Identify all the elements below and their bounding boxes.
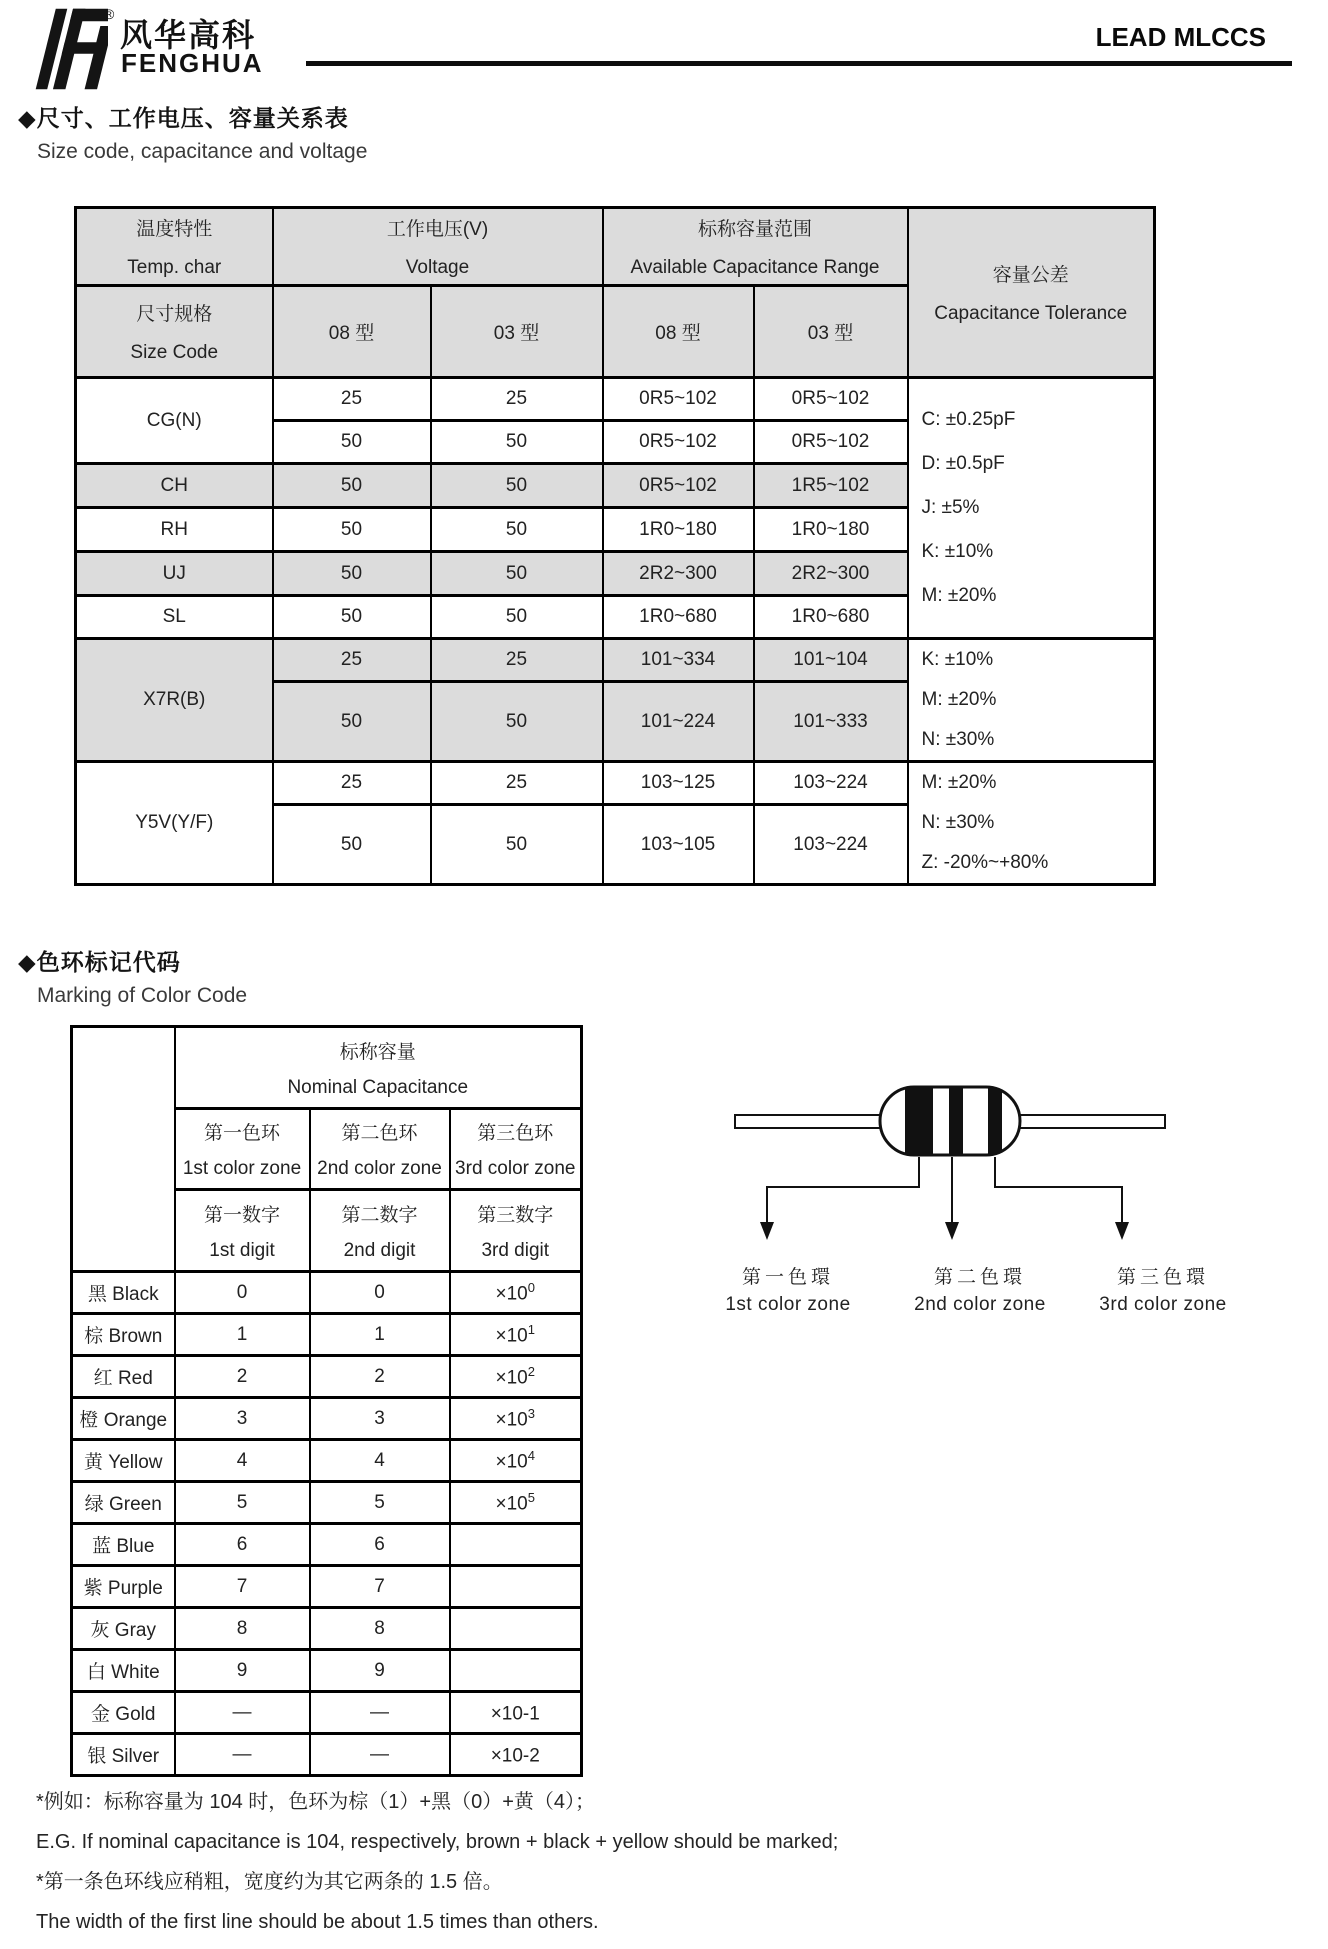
- digit2-cell: 4: [310, 1440, 450, 1482]
- color-code-row: [72, 1692, 582, 1734]
- left-lead: [735, 1115, 882, 1128]
- first-color-band: [905, 1087, 933, 1155]
- zone3-header: [450, 1109, 582, 1190]
- zone3-diagram-label: [1068, 1262, 1258, 1316]
- table-cell: 1R0~680: [754, 596, 908, 639]
- col-header-type08-voltage: 08 型: [273, 286, 431, 378]
- multiplier-base: ×10: [495, 1451, 528, 1473]
- multiplier-cell: [450, 1272, 582, 1314]
- zone1-label-cn: 第一色環: [741, 1267, 834, 1288]
- table-cell: 50: [273, 552, 431, 596]
- nominal-cn: 标称容量: [339, 1041, 416, 1063]
- color-name-cell: 白 White: [72, 1650, 175, 1692]
- zone1-diagram-label: [693, 1262, 883, 1316]
- table-cell: 0R5~102: [603, 378, 754, 421]
- tolerance-line: Z: -20%~+80%: [921, 852, 1049, 873]
- digit1-cell: 2: [175, 1356, 310, 1398]
- color-code-row: [72, 1650, 582, 1692]
- color-code-row: [72, 1566, 582, 1608]
- table-cell: 25: [431, 762, 603, 805]
- col-header-cap-range: [603, 208, 908, 286]
- digit1-cell: —: [175, 1692, 310, 1734]
- zone1-header: [175, 1109, 310, 1190]
- table-cell: 50: [431, 596, 603, 639]
- note-example-en: E.G. If nominal capacitance is 104, respectively, brown + black + yellow should be marked;: [36, 1831, 839, 1853]
- tolerance-group-y5v: [908, 762, 1155, 885]
- table-cell: 50: [431, 682, 603, 762]
- row-label-uj: UJ: [76, 552, 273, 596]
- multiplier-exponent: 4: [527, 1447, 535, 1463]
- table-cell: 101~333: [754, 682, 908, 762]
- temp-char-en: Temp. char: [127, 257, 222, 278]
- cap-range-en: Available Capacitance Range: [630, 257, 880, 278]
- zone3-en: 3rd color zone: [455, 1158, 576, 1179]
- nominal-en: Nominal Capacitance: [287, 1076, 469, 1098]
- size-code-en: Size Code: [130, 342, 219, 363]
- digit2-cell: 7: [310, 1566, 450, 1608]
- multiplier-base: ×10-1: [490, 1703, 540, 1725]
- multiplier-cell: [450, 1650, 582, 1692]
- digit1-cell: —: [175, 1734, 310, 1776]
- col-header-temp-char: [76, 208, 273, 286]
- color-name-cell: 黑 Black: [72, 1272, 175, 1314]
- tolerance-line: N: ±30%: [921, 729, 995, 750]
- zone3-label-cn: 第三色環: [1116, 1267, 1209, 1288]
- table-cell: 101~334: [603, 639, 754, 682]
- table-cell: 50: [431, 508, 603, 552]
- table-cell: 50: [273, 682, 431, 762]
- tolerance-group-x7r: [908, 639, 1155, 762]
- col-header-type03-voltage: 03 型: [431, 286, 603, 378]
- table-cell: 103~105: [603, 805, 754, 885]
- multiplier-cell: [450, 1524, 582, 1566]
- digit1-cell: 3: [175, 1398, 310, 1440]
- zone1-label-en: 1st color zone: [725, 1294, 851, 1315]
- digit2-cell: 5: [310, 1482, 450, 1524]
- table-cell: 1R0~180: [603, 508, 754, 552]
- brand-name-english: FENGHUA: [121, 48, 264, 78]
- color-name-cell: 黄 Yellow: [72, 1440, 175, 1482]
- table-cell: 50: [273, 805, 431, 885]
- table-cell: 101~104: [754, 639, 908, 682]
- digit2-cell: 2: [310, 1356, 450, 1398]
- row-label-x7r: X7R(B): [76, 639, 273, 762]
- col-header-size-code: [76, 286, 273, 378]
- zone2-diagram-label: [885, 1262, 1075, 1316]
- zone2-header: [310, 1109, 450, 1190]
- multiplier-cell: [450, 1734, 582, 1776]
- voltage-cn: 工作电压(V): [386, 219, 489, 240]
- table-cell: 103~125: [603, 762, 754, 805]
- multiplier-cell: [450, 1482, 582, 1524]
- row-label-cgn: CG(N): [76, 378, 273, 464]
- table-cell: 1R0~680: [603, 596, 754, 639]
- color-name-cell: 红 Red: [72, 1356, 175, 1398]
- multiplier-cell: [450, 1398, 582, 1440]
- multiplier-base: ×10: [495, 1409, 528, 1431]
- zone2-label-cn: 第二色環: [933, 1267, 1026, 1288]
- color-code-row: [72, 1482, 582, 1524]
- multiplier-base: ×10: [495, 1283, 528, 1305]
- multiplier-cell: [450, 1356, 582, 1398]
- note-width-cn: *第一条色环线应稍粗，宽度约为其它两条的 1.5 倍。: [36, 1871, 503, 1893]
- digit2-cell: 1: [310, 1314, 450, 1356]
- table-cell: 25: [273, 639, 431, 682]
- note-width-en: The width of the first line should be about 1.5 times than others.: [36, 1911, 599, 1933]
- digit2-cell: 6: [310, 1524, 450, 1566]
- multiplier-cell: [450, 1608, 582, 1650]
- brand-name-chinese: 风华高科: [120, 17, 257, 53]
- row-label-rh: RH: [76, 508, 273, 552]
- color-code-row: [72, 1734, 582, 1776]
- color-band-diagram: [700, 1080, 1300, 1330]
- footnotes: [36, 1782, 1136, 1942]
- tolerance-en: Capacitance Tolerance: [934, 303, 1128, 324]
- table-cell: 50: [273, 464, 431, 508]
- color-code-row: [72, 1314, 582, 1356]
- section1-title-en: Size code, capacitance and voltage: [37, 140, 368, 163]
- digit2-cell: 8: [310, 1608, 450, 1650]
- color-code-row: [72, 1440, 582, 1482]
- fenghua-logo-icon: [16, 6, 108, 97]
- table-cell: 1R0~180: [754, 508, 908, 552]
- tolerance-cn: 容量公差: [992, 265, 1069, 286]
- registered-trademark-icon: ®: [104, 6, 115, 22]
- color-name-cell: 蓝 Blue: [72, 1524, 175, 1566]
- multiplier-cell: [450, 1314, 582, 1356]
- tolerance-group-class1: [908, 378, 1155, 639]
- table-cell: 50: [273, 596, 431, 639]
- digit1-cell: 6: [175, 1524, 310, 1566]
- digit3-cn: 第三数字: [477, 1204, 554, 1226]
- color-code-row: [72, 1398, 582, 1440]
- multiplier-base: ×10: [495, 1367, 528, 1389]
- color-code-row: [72, 1524, 582, 1566]
- table-cell: 50: [273, 508, 431, 552]
- digit1-cell: 7: [175, 1566, 310, 1608]
- digit2-cn: 第二数字: [341, 1204, 418, 1226]
- tolerance-line: K: ±10%: [921, 541, 994, 562]
- digit2-cell: 0: [310, 1272, 450, 1314]
- arrow-line-1: [767, 1157, 919, 1224]
- size-code-cn: 尺寸规格: [136, 304, 213, 325]
- multiplier-exponent: 0: [527, 1279, 535, 1295]
- color-name-cell: 金 Gold: [72, 1692, 175, 1734]
- digit3-header: [450, 1190, 582, 1272]
- arrow-head-3-icon: [1115, 1222, 1129, 1240]
- tolerance-line: N: ±30%: [921, 812, 995, 833]
- digit2-en: 2nd digit: [343, 1239, 416, 1261]
- table-cell: 2R2~300: [603, 552, 754, 596]
- digit2-cell: —: [310, 1734, 450, 1776]
- multiplier-base: ×10-2: [490, 1745, 540, 1767]
- col-header-type03-range: 03 型: [754, 286, 908, 378]
- document-title: LEAD MLCCS: [1095, 22, 1266, 52]
- zone2-label-en: 2nd color zone: [914, 1294, 1046, 1315]
- multiplier-cell: [450, 1566, 582, 1608]
- zone3-cn: 第三色环: [477, 1123, 554, 1144]
- zone3-label-en: 3rd color zone: [1099, 1294, 1227, 1315]
- digit3-en: 3rd digit: [481, 1239, 550, 1261]
- row-label-ch: CH: [76, 464, 273, 508]
- color-name-cell: 绿 Green: [72, 1482, 175, 1524]
- row-label-y5v: Y5V(Y/F): [76, 762, 273, 885]
- size-voltage-capacitance-table: [74, 206, 1156, 886]
- digit1-cell: 9: [175, 1650, 310, 1692]
- table-cell: 50: [431, 805, 603, 885]
- color-code-row: [72, 1356, 582, 1398]
- third-color-band: [988, 1087, 1002, 1155]
- multiplier-exponent: 2: [527, 1363, 535, 1379]
- table-cell: 2R2~300: [754, 552, 908, 596]
- col-header-tolerance: [908, 208, 1155, 378]
- zone1-en: 1st color zone: [182, 1158, 302, 1179]
- digit1-cell: 0: [175, 1272, 310, 1314]
- multiplier-base: ×10: [495, 1493, 528, 1515]
- tolerance-line: D: ±0.5pF: [921, 453, 1005, 474]
- digit1-cell: 5: [175, 1482, 310, 1524]
- tolerance-line: J: ±5%: [921, 497, 980, 518]
- digit1-cell: 8: [175, 1608, 310, 1650]
- capacitor-drawing: [700, 1080, 1260, 1245]
- color-code-row: [72, 1608, 582, 1650]
- tolerance-line: C: ±0.25pF: [921, 409, 1016, 430]
- col-header-type08-range: 08 型: [603, 286, 754, 378]
- arrow-head-1-icon: [760, 1222, 774, 1240]
- cap-range-cn: 标称容量范围: [697, 219, 812, 240]
- zone2-cn: 第二色环: [341, 1123, 418, 1144]
- section2-title-en: Marking of Color Code: [37, 984, 248, 1007]
- digit2-cell: —: [310, 1692, 450, 1734]
- table-cell: 25: [431, 378, 603, 421]
- table-cell: 103~224: [754, 805, 908, 885]
- header-divider: [306, 61, 1292, 66]
- color-name-cell: 棕 Brown: [72, 1314, 175, 1356]
- table-cell: 0R5~102: [603, 421, 754, 464]
- color-name-cell: 橙 Orange: [72, 1398, 175, 1440]
- color-code-row: [72, 1272, 582, 1314]
- digit2-header: [310, 1190, 450, 1272]
- zone2-en: 2nd color zone: [317, 1158, 442, 1179]
- tolerance-line: M: ±20%: [921, 585, 997, 606]
- table-cell: 101~224: [603, 682, 754, 762]
- table-cell: 0R5~102: [603, 464, 754, 508]
- tolerance-line: M: ±20%: [921, 772, 997, 793]
- row-label-sl: SL: [76, 596, 273, 639]
- multiplier-cell: [450, 1692, 582, 1734]
- color-name-cell: 紫 Purple: [72, 1566, 175, 1608]
- table-cell: 25: [273, 378, 431, 421]
- digit1-cn: 第一数字: [203, 1204, 280, 1226]
- multiplier-exponent: 5: [527, 1489, 535, 1505]
- tolerance-line: M: ±20%: [921, 689, 997, 710]
- table-cell: 50: [431, 552, 603, 596]
- temp-char-cn: 温度特性: [136, 219, 213, 240]
- color-name-cell: 银 Silver: [72, 1734, 175, 1776]
- table-cell: 0R5~102: [754, 378, 908, 421]
- table-cell: 0R5~102: [754, 421, 908, 464]
- table-cell: 25: [273, 762, 431, 805]
- digit1-header: [175, 1190, 310, 1272]
- right-lead: [1018, 1115, 1165, 1128]
- multiplier-cell: [450, 1440, 582, 1482]
- table-cell: 50: [431, 464, 603, 508]
- nominal-capacitance-header: [175, 1027, 582, 1109]
- arrow-line-3: [995, 1157, 1122, 1224]
- note-example-cn: *例如：标称容量为 104 时，色环为棕（1）+黑（0）+黄（4）；: [36, 1791, 595, 1813]
- multiplier-exponent: 3: [527, 1405, 535, 1421]
- digit1-en: 1st digit: [209, 1239, 275, 1261]
- multiplier-base: ×10: [495, 1325, 528, 1347]
- table-cell: 50: [273, 421, 431, 464]
- color-name-cell: 灰 Gray: [72, 1608, 175, 1650]
- voltage-en: Voltage: [405, 257, 470, 278]
- second-color-band: [949, 1087, 963, 1155]
- table-cell: 103~224: [754, 762, 908, 805]
- table-cell: 1R5~102: [754, 464, 908, 508]
- digit2-cell: 3: [310, 1398, 450, 1440]
- digit2-cell: 9: [310, 1650, 450, 1692]
- digit1-cell: 4: [175, 1440, 310, 1482]
- tolerance-line: K: ±10%: [921, 649, 994, 670]
- arrow-head-2-icon: [945, 1222, 959, 1240]
- color-code-table: [70, 1025, 583, 1777]
- section2-title-cn: ◆色环标记代码: [18, 949, 181, 975]
- digit1-cell: 1: [175, 1314, 310, 1356]
- section1-title-cn: ◆尺寸、工作电压、容量关系表: [18, 105, 349, 131]
- zone1-cn: 第一色环: [203, 1123, 280, 1144]
- color-code-corner-cell: [72, 1027, 175, 1272]
- table-cell: 50: [431, 421, 603, 464]
- multiplier-exponent: 1: [527, 1321, 535, 1337]
- col-header-voltage: [273, 208, 603, 286]
- table-cell: 25: [431, 639, 603, 682]
